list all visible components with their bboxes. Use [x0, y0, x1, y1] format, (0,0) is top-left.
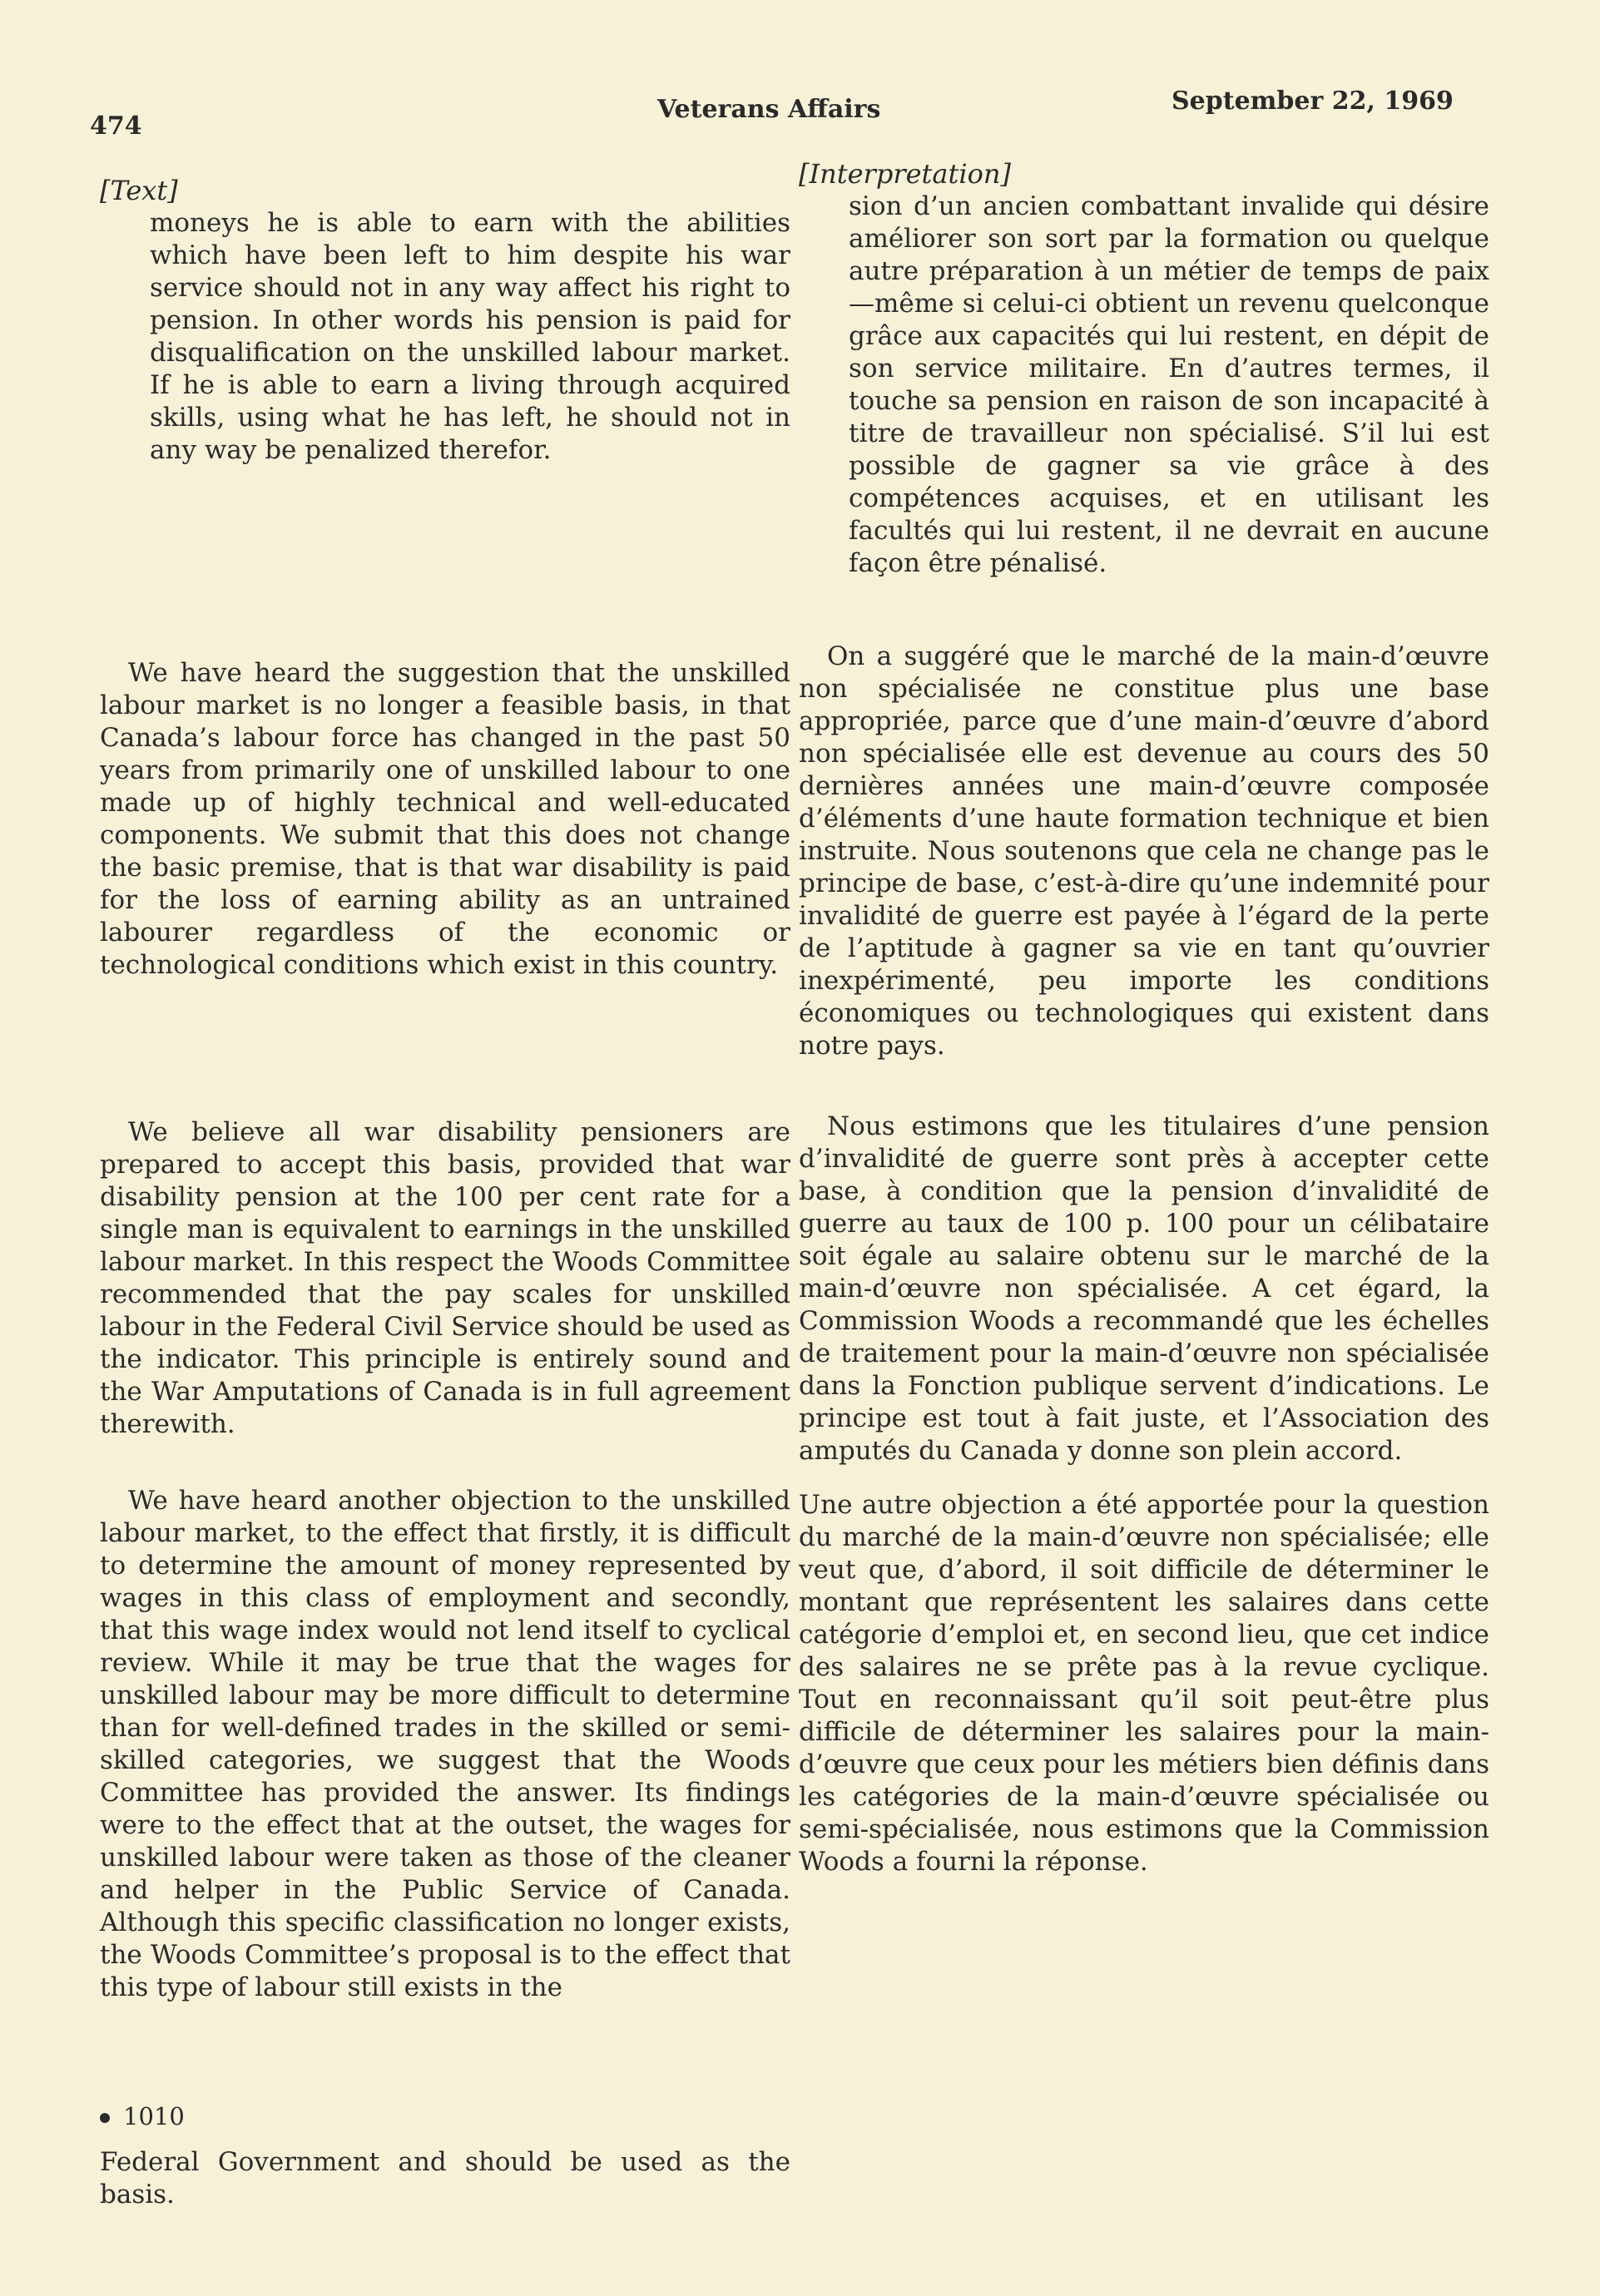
- right-paragraph-2: On a suggéré que le marché de la main-d’œuvre non spécialisée ne constitue plus une base appropriée, parce que d’une main-d’œuvre d’abord non spécialisée elle est devenue au cours des 50 dernières années une main-d’œuvre composée d’éléments d’une haute formation technique et bien instruite. Nous soutenons que cela ne change pas le principe de base, c’est-à-dire qu’une indemnité pour invalidité de guerre est payée à l’égard de la perte de l’aptitude à gagner sa vie en tant qu’ouvrier inexpérimenté, peu importe les conditions économiques ou technologiques qui existent dans notre pays.: [799, 641, 1489, 1061]
- left-column-2: [100, 657, 790, 982]
- bullet-icon: [100, 2113, 110, 2123]
- left-column: [100, 175, 790, 467]
- right-column: [799, 158, 1489, 580]
- interpretation-label: [Interpretation]: [799, 158, 1011, 190]
- left-column-3: [100, 1116, 790, 1441]
- left-paragraph-3: We believe all war disability pensioners are prepared to accept this basis, provided that war disability pension at the 100 per cent rate for a single man is equivalent to earnings in the unskilled labour market. In this respect the Woods Committee recommended that the pay scales for unskilled labour in the Federal Civil Service should be used as the indicator. This principle is entirely sound and the War Amputations of Canada is in full agreement therewith.: [100, 1117, 791, 1439]
- left-paragraph-5: Federal Government and should be used as the basis.: [100, 2147, 790, 2209]
- page-date: September 22, 1969: [1172, 87, 1454, 116]
- right-column-2: [799, 641, 1489, 1062]
- text-label: [Text]: [100, 175, 178, 206]
- left-paragraph-4: We have heard another objection to the unskilled labour market, to the effect that firstly, it is difficult to determine the amount of money represented by wages in this class of employment and secondly, that this wage index would not lend itself to cyclical review. While it may be true that the wages for unskilled labour may be more difficult to determine than for well-defined trades in the skilled or semi-skilled categories, we suggest that the Woods Committee has provided the answer. Its findings were to the effect that at the outset, the wages for unskilled labour were taken as those of the cleaner and helper in the Public Service of Canada. Although this specific classification no longer exists, the Woods Committee’s proposal is to the effect that this type of labour still exists in the: [100, 1486, 790, 2002]
- right-paragraph-3: Nous estimons que les titulaires d’une pension d’invalidité de guerre sont près à accepter cette base, à condition que la pension d’invalidité de guerre au taux de 100 p. 100 pour un célibataire soit égale au salaire obtenu sur le marché de la main-d’œuvre non spécialisée. A cet égard, la Commission Woods a recommandé que les échelles de traitement pour la main-d’œuvre non spécialisée dans la Fonction publique servent d’indications. Le principe est tout à fait juste, et l’Association des amputés du Canada y donne son plein accord.: [799, 1111, 1489, 1466]
- page-number: 474: [90, 111, 142, 141]
- stamp-time: 1010: [123, 2102, 185, 2130]
- left-paragraph-1: moneys he is able to earn with the abilities which have been left to him despite his war service should not in any way affect his right to pension. In other words his pension is paid for disqualification on the unskilled labour market. If he is able to earn a living through acquired skills, using what he has left, he should not in any way be penalized therefor.: [150, 208, 790, 465]
- left-column-4: [100, 1485, 790, 2004]
- left-paragraph-2: We have heard the suggestion that the unskilled labour market is no longer a feasible basis, in that Canada’s labour force has changed in the past 50 years from primarily one of unskilled labour to one made up of highly technical and well-educated components. We submit that this does not change the basic premise, that is that war disability is paid for the loss of earning ability as an untrained labourer regardless of the economic or technological conditions which exist in this country.: [100, 658, 790, 980]
- right-paragraph-1: sion d’un ancien combattant invalide qui désire améliorer son sort par la formation ou quelque autre préparation à un métier de temps de paix—même si celui-ci obtient un revenu quelconque grâce aux capacités qui lui restent, en dépit de son service militaire. En d’autres termes, il touche sa pension en raison de son incapacité à titre de travailleur non spécialisé. S’il lui est possible de gagner sa vie grâce à des compétences acquises, et en utilisant les facultés qui lui restent, il ne devrait en aucune façon être pénalisé.: [849, 191, 1489, 578]
- right-column-3: [799, 1111, 1489, 1467]
- left-column-5: [100, 2146, 790, 2211]
- page-title: Veterans Affairs: [657, 95, 881, 124]
- right-column-4: [799, 1489, 1489, 1878]
- record-stamp: [100, 2101, 790, 2133]
- right-paragraph-4: Une autre objection a été apportée pour la question du marché de la main-d’œuvre non spécialisée; elle veut que, d’abord, il soit difficile de déterminer le montant que représentent les salaires dans cette catégorie d’emploi et, en second lieu, que cet indice des salaires ne se prête pas à la revue cyclique. Tout en reconnaissant qu’il soit peut-être plus difficile de déterminer les salaires pour la main-d’œuvre que ceux pour les métiers bien définis dans les catégories de la main-d’œuvre spécialisée ou semi-spécialisée, nous estimons que la Commission Woods a fourni la réponse.: [799, 1490, 1489, 1877]
